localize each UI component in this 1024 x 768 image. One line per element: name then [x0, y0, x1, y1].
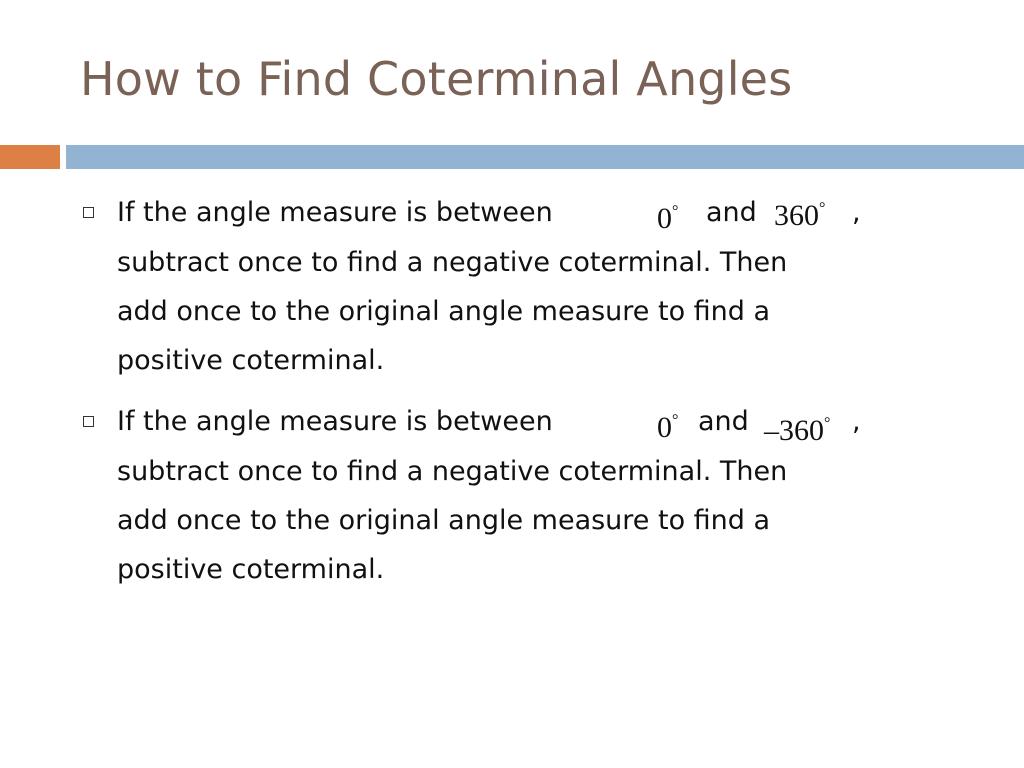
bullet-1-line-2: subtract once to find a negative coterminal. Then	[117, 247, 788, 278]
bullet-1-math-0: 0°	[657, 202, 679, 235]
bullet-1-math-360: 360°	[774, 199, 826, 232]
bullet-2-line-3: add once to the original angle measure to find a	[117, 505, 771, 536]
bullet-1-line-1a: If the angle measure is between	[117, 197, 553, 228]
bullet-2-math-0: 0°	[657, 411, 679, 444]
slide-title: How to Find Coterminal Angles	[80, 52, 793, 106]
bullet-2-and: and	[698, 406, 749, 437]
bullet-2-comma: ,	[852, 406, 861, 437]
bullet-2-math-neg-360: –360°	[764, 414, 831, 447]
bullet-1-comma: ,	[852, 197, 861, 228]
bullet-1-line-4: positive coterminal.	[117, 345, 385, 376]
bullet-square-icon	[83, 207, 94, 218]
bullet-2-line-1a: If the angle measure is between	[117, 406, 553, 437]
bullet-1-line-3: add once to the original angle measure to find a	[117, 296, 771, 327]
bullet-1-and: and	[706, 197, 757, 228]
bullet-square-icon	[83, 416, 94, 427]
bullet-2-line-4: positive coterminal.	[117, 554, 385, 585]
bullet-2-line-2: subtract once to find a negative coterminal. Then	[117, 456, 788, 487]
